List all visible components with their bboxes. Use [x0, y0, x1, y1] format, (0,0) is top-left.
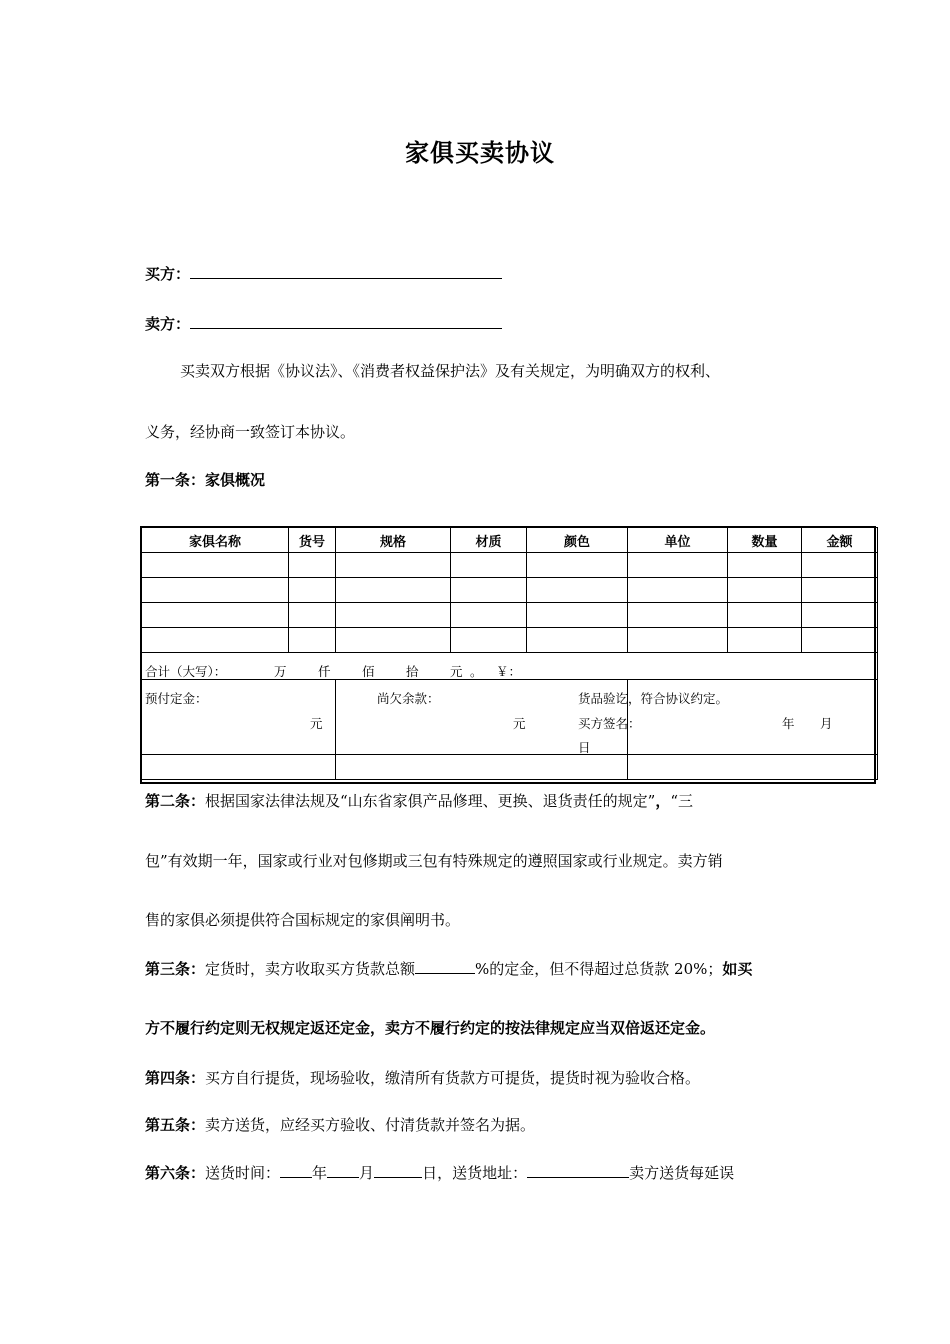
header-cell: 数量 [728, 528, 802, 553]
table-cell[interactable] [527, 553, 628, 578]
article-3-bold-a: 如买 [722, 960, 753, 978]
article-3-line-2: 方不履行约定则无权规定返还定金，卖方不履行约定的按法律规定应当双倍返还定金。 [145, 1019, 716, 1037]
deposit-label: 预付定金： [145, 691, 208, 706]
total-unit-bai: 佰 [362, 664, 375, 679]
total-yen: ￥： [496, 664, 522, 679]
table-cell[interactable] [628, 628, 728, 653]
table-row [142, 578, 878, 603]
table-cell[interactable] [527, 578, 628, 603]
article-5-text: 卖方送货，应经买方验收、付清货款并签名为据。 [205, 1116, 536, 1134]
balance-label: 尚欠余款： [377, 691, 440, 706]
article-3-heading: 第三条： [145, 960, 206, 978]
balance-unit: 元 [513, 716, 526, 731]
header-cell: 货号 [289, 528, 336, 553]
article-5-heading: 第五条： [145, 1116, 206, 1134]
header-cell: 单位 [628, 528, 728, 553]
table-cell[interactable] [336, 755, 628, 780]
article-6-day: 日，送货地址： [422, 1164, 528, 1182]
header-cell: 家俱名称 [142, 528, 289, 553]
article-3-text-b: %的定金，但不得超过总货款 20%； [475, 960, 723, 978]
delivery-month-blank[interactable] [327, 1163, 359, 1178]
table-cell[interactable] [728, 628, 802, 653]
article-4-text: 买方自行提货，现场验收，缴清所有货款方可提货，提货时视为验收合格。 [205, 1069, 701, 1087]
table-cell[interactable] [527, 628, 628, 653]
table-cell[interactable] [451, 578, 527, 603]
total-unit-shi: 拾 [406, 664, 419, 679]
table-cell[interactable] [142, 578, 289, 603]
table-cell[interactable] [728, 553, 802, 578]
table-cell[interactable] [728, 578, 802, 603]
table-cell[interactable] [628, 755, 878, 780]
total-unit-qian: 仟 [318, 664, 331, 679]
table-cell[interactable] [336, 553, 451, 578]
table-cell[interactable] [628, 553, 728, 578]
table-cell[interactable] [451, 553, 527, 578]
table-header-row [142, 528, 878, 553]
buyer-blank[interactable] [190, 264, 502, 279]
header-cell: 颜色 [527, 528, 628, 553]
buyer-line [145, 263, 502, 284]
article-4-line [145, 1067, 700, 1088]
table-row [142, 553, 878, 578]
article-2-line-3: 售的家俱必须提供符合国标规定的家俱阐明书。 [145, 911, 461, 929]
article-2-line-2: 包”有效期一年，国家或行业对包修期或三包有特殊规定的遵照国家或行业规定。卖方销 [145, 852, 723, 870]
total-label: 合计（大写）： [145, 664, 227, 679]
table-cell[interactable] [142, 603, 289, 628]
article-1-heading: 第一条：家俱概况 [145, 471, 266, 489]
buyer-label: 买方： [145, 265, 191, 283]
table-cell[interactable] [142, 628, 289, 653]
article-4-heading: 第四条： [145, 1069, 206, 1087]
table-cell[interactable] [802, 553, 878, 578]
article-2-line-1 [145, 790, 693, 811]
signature-row [142, 755, 878, 780]
article-6-heading: 第六条： [145, 1164, 206, 1182]
table-cell[interactable] [336, 628, 451, 653]
table-cell[interactable] [451, 628, 527, 653]
header-cell: 规格 [336, 528, 451, 553]
sign-day: 日 [578, 740, 591, 755]
article-6-line [145, 1162, 734, 1183]
total-unit-dot: 。 [470, 664, 483, 679]
table-cell[interactable] [142, 755, 336, 780]
intro-line-1: 买卖双方根据《协议法》、《消费者权益保护法》及有关规定，为明确双方的权利、 [180, 362, 721, 380]
total-unit-yuan: 元 [450, 664, 463, 679]
table-row [142, 628, 878, 653]
table-cell[interactable] [289, 578, 336, 603]
article-6-year: 年 [312, 1164, 328, 1182]
document-title: 家俱买卖协议 [405, 139, 555, 167]
table-cell[interactable] [289, 603, 336, 628]
table-cell[interactable] [289, 628, 336, 653]
buyer-signature-label: 买方签名： [578, 716, 641, 731]
table-cell[interactable] [289, 553, 336, 578]
table-cell[interactable] [802, 578, 878, 603]
header-cell: 金额 [802, 528, 878, 553]
deposit-percent-blank[interactable] [415, 959, 475, 974]
article-2-text-end: “三 [670, 792, 694, 810]
seller-label: 卖方： [145, 315, 191, 333]
sign-month: 月 [820, 716, 833, 731]
table-row [142, 603, 878, 628]
delivery-year-blank[interactable] [280, 1163, 312, 1178]
article-5-line [145, 1114, 535, 1135]
table-cell[interactable] [527, 603, 628, 628]
deposit-unit: 元 [310, 716, 323, 731]
article-3-text-a: 定货时，卖方收取买方货款总额 [205, 960, 416, 978]
header-cell: 材质 [451, 528, 527, 553]
seller-blank[interactable] [190, 314, 502, 329]
intro-line-2: 义务，经协商一致签订本协议。 [145, 423, 356, 441]
table-cell[interactable] [802, 603, 878, 628]
table-cell[interactable] [628, 578, 728, 603]
seller-line [145, 313, 502, 334]
article-2-comma: ， [655, 792, 671, 810]
sign-year: 年 [782, 716, 795, 731]
table-cell[interactable] [336, 603, 451, 628]
inspection-text: 货品验讫，符合协议约定。 [578, 691, 729, 706]
delivery-address-blank[interactable] [527, 1163, 629, 1178]
article-2-heading: 第二条： [145, 792, 206, 810]
table-cell[interactable] [802, 628, 878, 653]
article-3-line-1 [145, 958, 752, 979]
article-6-text-a: 送货时间： [205, 1164, 281, 1182]
article-2-text: 根据国家法律法规及“山东省家俱产品修理、更换、退货责任的规定” [205, 792, 656, 810]
total-unit-wan: 万 [274, 664, 287, 679]
article-6-text-end: 卖方送货每延误 [629, 1164, 735, 1182]
goods-table [141, 527, 878, 780]
delivery-day-blank[interactable] [374, 1163, 422, 1178]
table-cell[interactable] [142, 553, 289, 578]
table-cell[interactable] [451, 603, 527, 628]
article-6-month: 月 [359, 1164, 375, 1182]
table-cell[interactable] [728, 603, 802, 628]
payment-row [142, 680, 878, 755]
table-cell[interactable] [336, 578, 451, 603]
table-cell[interactable] [628, 603, 728, 628]
